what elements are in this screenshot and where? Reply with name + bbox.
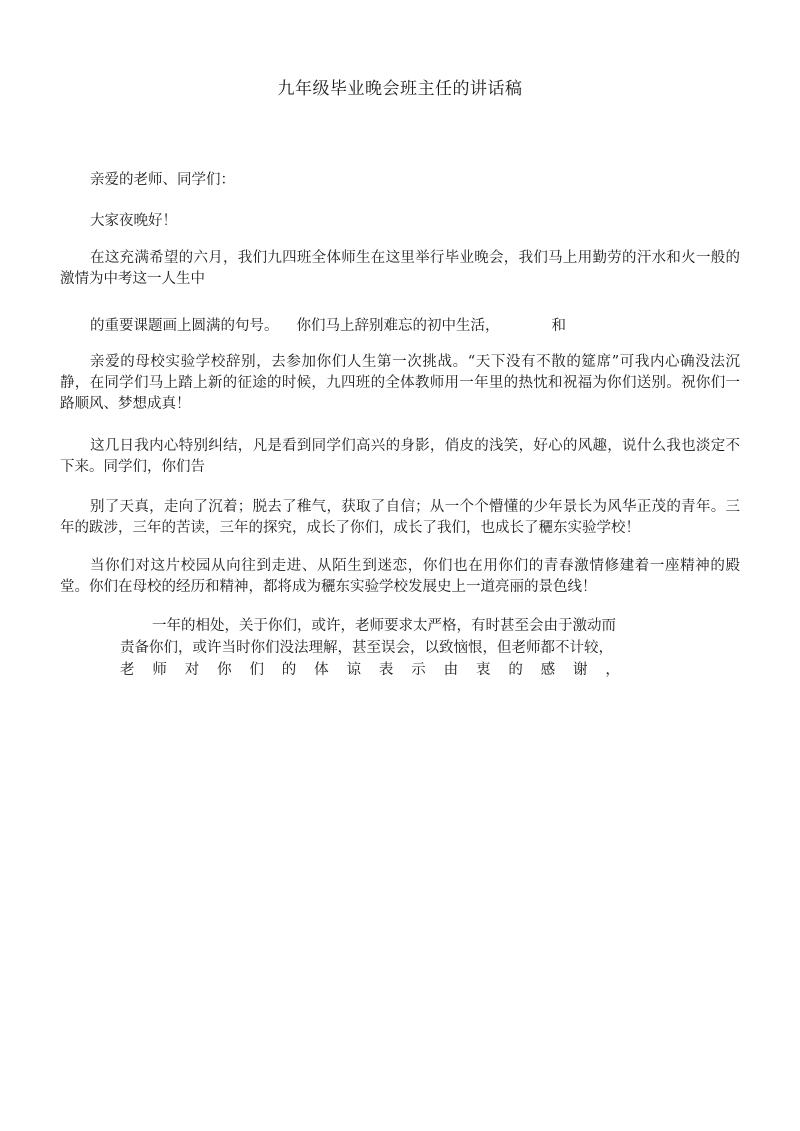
closing-line-3-char: 谢 [573,662,588,678]
closing-line-3-char: 由 [443,662,459,678]
closing-line-3-char: 衷 [475,662,491,678]
greeting: 大家夜晚好！ [90,213,177,229]
document-title: 九年级毕业晚会班主任的讲话稿 [277,79,523,99]
closing-line-3-char: 示 [411,662,426,678]
closing-line-3-char: 你 [217,662,232,678]
closing-line-3-char: 师 [152,662,167,678]
paragraph-2-part-c: 和 [551,318,566,334]
closing-line-3-char: 对 [184,662,200,678]
closing-line-3-char: ， [605,662,620,678]
salutation: 亲爱的老师、同学们： [90,172,235,188]
closing-line-3-char: 老 [120,662,135,678]
paragraph-1: 在这充满希望的六月，我们九四班全体师生在这里举行毕业晚会，我们马上用勤劳的汗水和火一般的激情为中考这一人生中 [60,250,740,287]
paragraph-2-part-a: 的重要课题画上圆满的句号。 [90,318,279,334]
closing-line-3-char: 谅 [346,662,362,678]
closing-line-3-char: 体 [314,662,329,678]
closing-line-3-char: 们 [249,662,264,678]
closing-line-1: 一年的相处，关于你们，或许，老师要求太严格，有时甚至会由于激动而 [152,618,616,634]
closing-line-3-char: 表 [378,662,394,678]
paragraph-4: 这几日我内心特别纠结，凡是看到同学们高兴的身影，俏皮的浅笑，好心的风趣，说什么我也淡定不下来。同学们，你们告 [60,438,740,475]
closing-line-3 [120,660,620,681]
closing-line-3-char: 的 [281,662,297,678]
paragraph-2 [60,316,740,337]
paragraph-3: 亲爱的母校实验学校辞别，去参加你们人生第一次挑战。“天下没有不散的筵席”可我内心确没法沉静，在同学们马上踏上新的征途的时候，九四班的全体教师用一年里的热忱和祝福为你们送别。祝你们一路顺风、梦想成真！ [60,354,740,412]
paragraph-6: 当你们对这片校园从向往到走进、从陌生到迷恋，你们也在用你们的青春激情修建着一座精神的殿堂。你们在母校的经历和精神，都将成为穲东实验学校发展史上一道亮丽的景色线！ [60,558,740,595]
paragraph-5: 别了天真，走向了沉着；脱去了稚气，获取了自信；从一个个懵懂的少年景长为风华正茂的青年。三年的跋涉，三年的苦读，三年的探究，成长了你们，成长了我们，也成长了穲东实验学校！ [60,499,740,536]
closing-line-2: 责备你们，或许当时你们没法理解，甚至误会，以致恼恨，但老师都不计较， [120,640,613,656]
paragraph-2-part-b: 你们马上辞别难忘的初中生活， [296,318,500,334]
closing-line-3-char: 的 [508,662,523,678]
closing-line-3-char: 感 [540,662,556,678]
